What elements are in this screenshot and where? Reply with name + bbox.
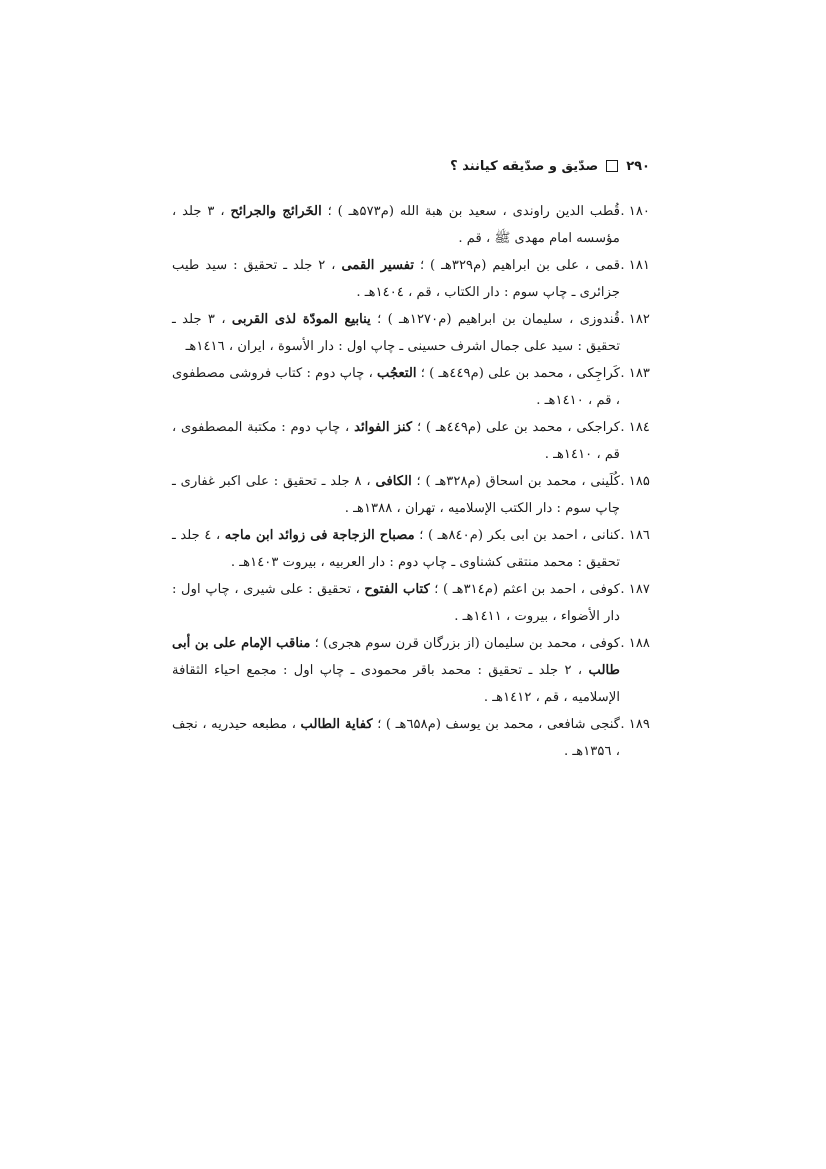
entry-title: الکافی (375, 474, 412, 489)
entry-title: التعجُب (377, 366, 417, 381)
entry-details: ، چاپ دوم : مکتبة المصطفوی ، قم ، ۱٤۱۰هـ . (172, 420, 620, 462)
entry-details: ، ۳ جلد ، مؤسسه امام مهدی ﷺ ، قم . (172, 204, 620, 246)
entry-title: مصباح الزجاجة فی زوائد ابن ماجه (224, 528, 415, 543)
page-number: ۲۹۰ (626, 158, 650, 174)
entry-author: کوفی ، احمد بن اعثم (م۳۱٤هـ ) ؛ (429, 582, 620, 597)
entry-details: ، ۳ جلد ـ تحقیق : سید علی جمال اشرف حسینی ـ چاپ اول : دار الأسوة ، ایران ، ۱٤۱٦هـ (172, 312, 620, 354)
entry-title: کتاب الفتوح (364, 582, 430, 597)
bibliography-list (172, 198, 650, 765)
entry-author: قُطب الدین راوندی ، سعید بن هبة الله (م۵۷۳هـ ) ؛ (321, 204, 620, 219)
entry-author: کَراجِکی ، محمد بن علی (م٤٤٩هـ ) ؛ (416, 366, 620, 381)
running-title: صدّیق و صدّیقه کیانند ؟ (450, 158, 599, 174)
entry-details: ، ٤ جلد ـ تحقیق : محمد منتقی کشناوی ـ چاپ دوم : دار العربیه ، بیروت ۱٤۰۳هـ . (172, 528, 620, 570)
entry-details: ، ۸ جلد ـ تحقیق : علی اکبر غفاری ـ چاپ سوم : دار الکتب الإسلامیه ، تهران ، ۱۳۸۸هـ . (172, 474, 620, 516)
entry-author: کوفی ، محمد بن سلیمان (از بزرگان قرن سوم هجری) ؛ (310, 636, 620, 651)
entry-author: کُلَینی ، محمد بن اسحاق (م۳۲۸هـ ) ؛ (411, 474, 620, 489)
bibliography-entry (172, 630, 650, 711)
entry-details: ، مطبعه حیدریه ، نجف ، ۱۳۵٦هـ . (172, 717, 620, 759)
bibliography-entry (172, 414, 650, 468)
entry-number: ۱۸۷ . (620, 582, 650, 597)
entry-author: قمی ، علی بن ابراهیم (م۳۲۹هـ ) ؛ (414, 258, 620, 273)
entry-number: ۱۸٤ . (620, 420, 650, 435)
bibliography-entry (172, 711, 650, 765)
bibliography-entry (172, 252, 650, 306)
running-header (172, 154, 650, 178)
entry-number: ۱۸۵ . (620, 474, 650, 489)
entry-details: ، تحقیق : علی شیری ، چاپ اول : دار الأضواء ، بیروت ، ۱٤۱۱هـ . (172, 582, 620, 624)
entry-title: کفایة الطالب (300, 717, 373, 732)
entry-details: ، ۲ جلد ـ تحقیق : سید طیب جزائری ـ چاپ سوم : دار الکتاب ، قم ، ۱٤۰٤هـ . (172, 258, 620, 300)
entry-number: ۱۸۰ . (620, 204, 650, 219)
bibliography-entry (172, 468, 650, 522)
entry-number: ۱۸۳ . (620, 366, 650, 381)
entry-author: کنانی ، احمد بن ابی بکر (م۸٤۰هـ ) ؛ (414, 528, 620, 543)
bibliography-entry (172, 576, 650, 630)
entry-title: الخَرائج والجرائح (230, 204, 322, 219)
square-ornament-icon (606, 160, 618, 172)
entry-author: کراجکی ، محمد بن علی (م٤٤٩هـ ) ؛ (412, 420, 621, 435)
entry-number: ۱۸۱ . (620, 258, 650, 273)
bibliography-entry (172, 360, 650, 414)
bibliography-entry (172, 198, 650, 252)
bibliography-entry (172, 306, 650, 360)
entry-number: ۱۸۲ . (620, 312, 650, 327)
entry-title: مناقب الإمام علی بن أبی طالب (172, 636, 621, 678)
bibliography-entry (172, 522, 650, 576)
entry-number: ۱۸۸ . (620, 636, 650, 651)
entry-title: ینابیع المودّة لذی القربی (231, 312, 371, 327)
entry-details: ، چاپ دوم : کتاب فروشی مصطفوی ، قم ، ۱٤۱۰هـ . (172, 366, 620, 408)
entry-title: تفسیر القمی (341, 258, 415, 273)
entry-author: گنجی شافعی ، محمد بن یوسف (م٦۵۸هـ ) ؛ (372, 717, 620, 732)
entry-number: ۱۸٦ . (620, 528, 650, 543)
entry-details: ، ۲ جلد ـ تحقیق : محمد باقر محمودی ـ چاپ اول : مجمع احیاء الثقافة الإسلامیه ، قم ، ۱٤۱۲هـ . (172, 663, 620, 705)
entry-author: قُندوزی ، سلیمان بن ابراهیم (م۱۲۷۰هـ ) ؛ (370, 312, 620, 327)
entry-title: کنز الفوائد (354, 420, 413, 435)
entry-number: ۱۸۹ . (620, 717, 650, 732)
